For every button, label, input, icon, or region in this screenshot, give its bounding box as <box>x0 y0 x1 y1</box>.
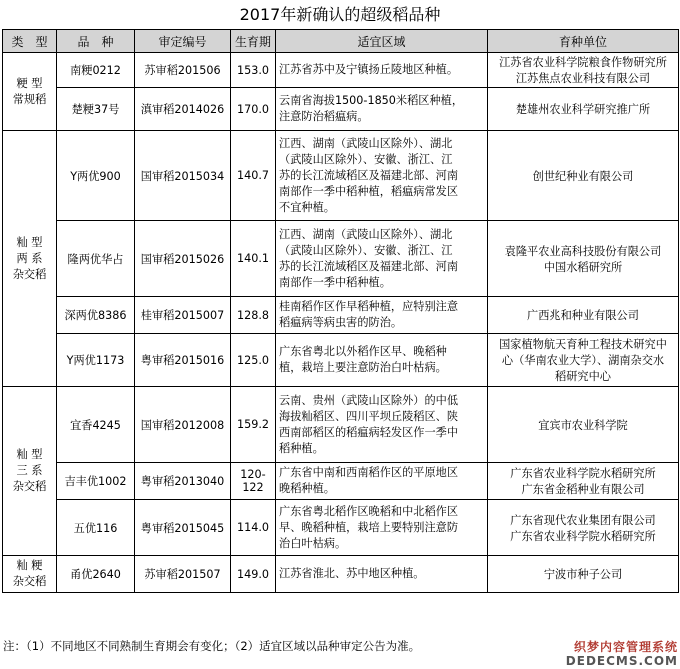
unit-cell <box>488 88 679 131</box>
text-line: 籼 粳 <box>16 559 43 572</box>
header-region: 适宜区域 <box>276 30 488 53</box>
text-line: 粳 型 <box>16 76 43 90</box>
text-line: 心（华南农业大学）、湖南杂交水 <box>501 354 665 367</box>
text-line: 江苏省淮北、苏中地区种植。 <box>279 567 425 580</box>
unit-cell <box>488 221 679 297</box>
text-line: 西南部稻区的稻瘟病轻发区作一季中 <box>279 425 459 439</box>
text-line: 广西兆和种业有限公司 <box>527 309 639 322</box>
text-line: 植，栽培上要注意防治白叶枯病。 <box>279 361 447 374</box>
watermark <box>556 640 678 668</box>
period-cell: 153.0 <box>231 53 276 88</box>
text-line: 122 <box>242 481 264 494</box>
variety-cell: Y两优1173 <box>57 334 135 387</box>
text-line: 广东省粤北以外稻作区早、晚稻种 <box>279 345 447 358</box>
header-period: 生育期 <box>231 30 276 53</box>
period-cell: 114.0 <box>231 500 276 556</box>
unit-cell <box>488 463 679 500</box>
approval-cell: 苏审稻201506 <box>135 53 231 88</box>
variety-cell: 南粳0212 <box>57 53 135 88</box>
page-title: 2017年新确认的超级稻品种 <box>239 5 441 24</box>
text-line: 稻瘟病等病虫害的防治。 <box>279 316 403 329</box>
variety-cell: 五优116 <box>57 500 135 556</box>
unit-cell <box>488 387 679 463</box>
text-line: 不宜种植。 <box>279 200 335 214</box>
text-line: 广东省农业科学院水稻研究所 <box>510 529 656 543</box>
type-cell <box>3 53 57 131</box>
period-cell: 128.8 <box>231 297 276 334</box>
table-row <box>3 221 679 297</box>
text-line: 广东省金稻种业有限公司 <box>521 483 645 496</box>
unit-cell <box>488 500 679 556</box>
text-line: 江西、湖南（武陵山区除外）、湖北 <box>279 227 453 241</box>
unit-cell <box>488 297 679 334</box>
text-line: 杂交稻 <box>12 480 47 493</box>
region-cell <box>276 53 488 88</box>
text-line: 袁隆平农业高科技股份有限公司 <box>504 244 662 258</box>
text-line: 苏的长江流域稻区及福建北部、河南 <box>279 259 459 273</box>
text-line: 三 系 <box>16 464 43 477</box>
text-line: 杂交稻 <box>12 267 47 281</box>
region-cell <box>276 221 488 297</box>
period-cell: 140.1 <box>231 221 276 297</box>
approval-cell: 国审稻2015026 <box>135 221 231 297</box>
period-cell: 125.0 <box>231 334 276 387</box>
table-row <box>3 463 679 500</box>
approval-cell: 桂审稻2015007 <box>135 297 231 334</box>
text-line: 云南、贵州（武陵山区除外）的中低 <box>279 393 459 407</box>
table-header-row <box>3 30 679 53</box>
text-line: 苏的长江流域稻区及福建北部、河南 <box>279 168 459 182</box>
period-cell: 170.0 <box>231 88 276 131</box>
text-line: 广东省中南和西南稻作区的平原地区 <box>279 466 459 479</box>
text-line: 广东省现代农业集团有限公司 <box>510 513 656 527</box>
text-line: 稻研究中心 <box>555 370 611 383</box>
region-cell <box>276 556 488 593</box>
period-cell: 149.0 <box>231 556 276 593</box>
text-line: 晚稻种植。 <box>279 482 335 495</box>
text-line: 江西、湖南（武陵山区除外）、湖北 <box>279 136 453 150</box>
text-line: 稻种植。 <box>279 441 324 455</box>
text-line: （武陵山区除外）、安徽、浙江、江 <box>279 243 453 257</box>
rice-variety-table <box>2 29 679 593</box>
text-line: 籼 型 <box>16 448 43 461</box>
text-line: 广东省农业科学院水稻研究所 <box>510 467 656 480</box>
text-line: 广东省粤北稻作区晚稻和中北稻作区 <box>279 504 459 518</box>
text-line: 宜宾市农业科学院 <box>538 418 628 432</box>
period-cell <box>231 463 276 500</box>
footnote: 注：（1）不同地区不同熟制生育期会有变化；（2）适宜区域以品种审定公告为准。 <box>3 639 421 653</box>
text-line: 籼 型 <box>16 235 43 249</box>
table-row <box>3 53 679 88</box>
table-row <box>3 88 679 131</box>
region-cell <box>276 463 488 500</box>
approval-cell: 滇审稻2014026 <box>135 88 231 131</box>
region-cell <box>276 131 488 221</box>
table-row <box>3 297 679 334</box>
text-line: 宁波市种子公司 <box>543 568 623 581</box>
watermark-top-text: 织梦内容管理系统 <box>573 640 678 654</box>
variety-cell: 吉丰优1002 <box>57 463 135 500</box>
approval-cell: 粤审稻2015045 <box>135 500 231 556</box>
period-cell: 140.7 <box>231 131 276 221</box>
region-cell <box>276 334 488 387</box>
variety-cell: 甬优2640 <box>57 556 135 593</box>
table-row <box>3 556 679 593</box>
variety-cell: 楚粳37号 <box>57 88 135 131</box>
text-line: 120- <box>240 468 266 481</box>
text-line: 江苏省农业科学院粮食作物研究所 <box>499 56 667 69</box>
text-line: 桂南稻作区作早稻种植，应特别注意 <box>279 300 459 313</box>
header-approval: 审定编号 <box>135 30 231 53</box>
text-line: 楚雄州农业科学研究推广所 <box>515 103 651 116</box>
variety-cell: 隆两优华占 <box>57 221 135 297</box>
unit-cell <box>488 131 679 221</box>
type-cell <box>3 556 57 593</box>
text-line: 注意防治稻瘟病。 <box>279 110 369 123</box>
period-cell: 159.2 <box>231 387 276 463</box>
unit-cell <box>488 334 679 387</box>
approval-cell: 粤审稻2015016 <box>135 334 231 387</box>
text-line: 治白叶枯病。 <box>279 536 347 550</box>
text-line: 南部作一季中稻种植。 <box>279 275 391 289</box>
text-line: 南部作一季中稻种植，稻瘟病常发区 <box>279 184 459 198</box>
text-line: （武陵山区除外）、安徽、浙江、江 <box>279 152 453 166</box>
unit-cell <box>488 556 679 593</box>
text-line: 早、晚稻种植，栽培上要特别注意防 <box>279 520 459 534</box>
region-cell <box>276 88 488 131</box>
approval-cell: 粤审稻2013040 <box>135 463 231 500</box>
approval-cell: 国审稻2015034 <box>135 131 231 221</box>
type-cell <box>3 131 57 387</box>
text-line: 常规稻 <box>12 92 47 106</box>
text-line: 两 系 <box>16 251 43 265</box>
header-unit: 育种单位 <box>488 30 679 53</box>
variety-cell: 宜香4245 <box>57 387 135 463</box>
text-line: 创世纪种业有限公司 <box>532 169 634 183</box>
table-row <box>3 131 679 221</box>
header-variety: 品 种 <box>57 30 135 53</box>
header-type: 类 型 <box>3 30 57 53</box>
text-line: 中国水稻研究所 <box>543 260 623 274</box>
text-line: 国家植物航天育种工程技术研究中 <box>499 338 667 351</box>
variety-cell: Y两优900 <box>57 131 135 221</box>
unit-cell <box>488 53 679 88</box>
table-row <box>3 334 679 387</box>
approval-cell: 国审稻2012008 <box>135 387 231 463</box>
approval-cell: 苏审稻201507 <box>135 556 231 593</box>
type-cell <box>3 387 57 556</box>
text-line: 云南省海拔1500-1850米稻区种植， <box>279 94 464 107</box>
text-line: 杂交稻 <box>12 575 47 588</box>
region-cell <box>276 387 488 463</box>
watermark-bottom-text: DEDECMS.COM <box>565 654 678 668</box>
text-line: 江苏焦点农业科技有限公司 <box>515 72 651 85</box>
table-row <box>3 387 679 463</box>
variety-cell: 深两优8386 <box>57 297 135 334</box>
text-line: 江苏省苏中及宁镇扬丘陵地区种植。 <box>279 63 459 76</box>
text-line: 海拔籼稻区、四川平坝丘陵稻区、陕 <box>279 409 459 423</box>
table-row <box>3 500 679 556</box>
region-cell <box>276 500 488 556</box>
region-cell <box>276 297 488 334</box>
